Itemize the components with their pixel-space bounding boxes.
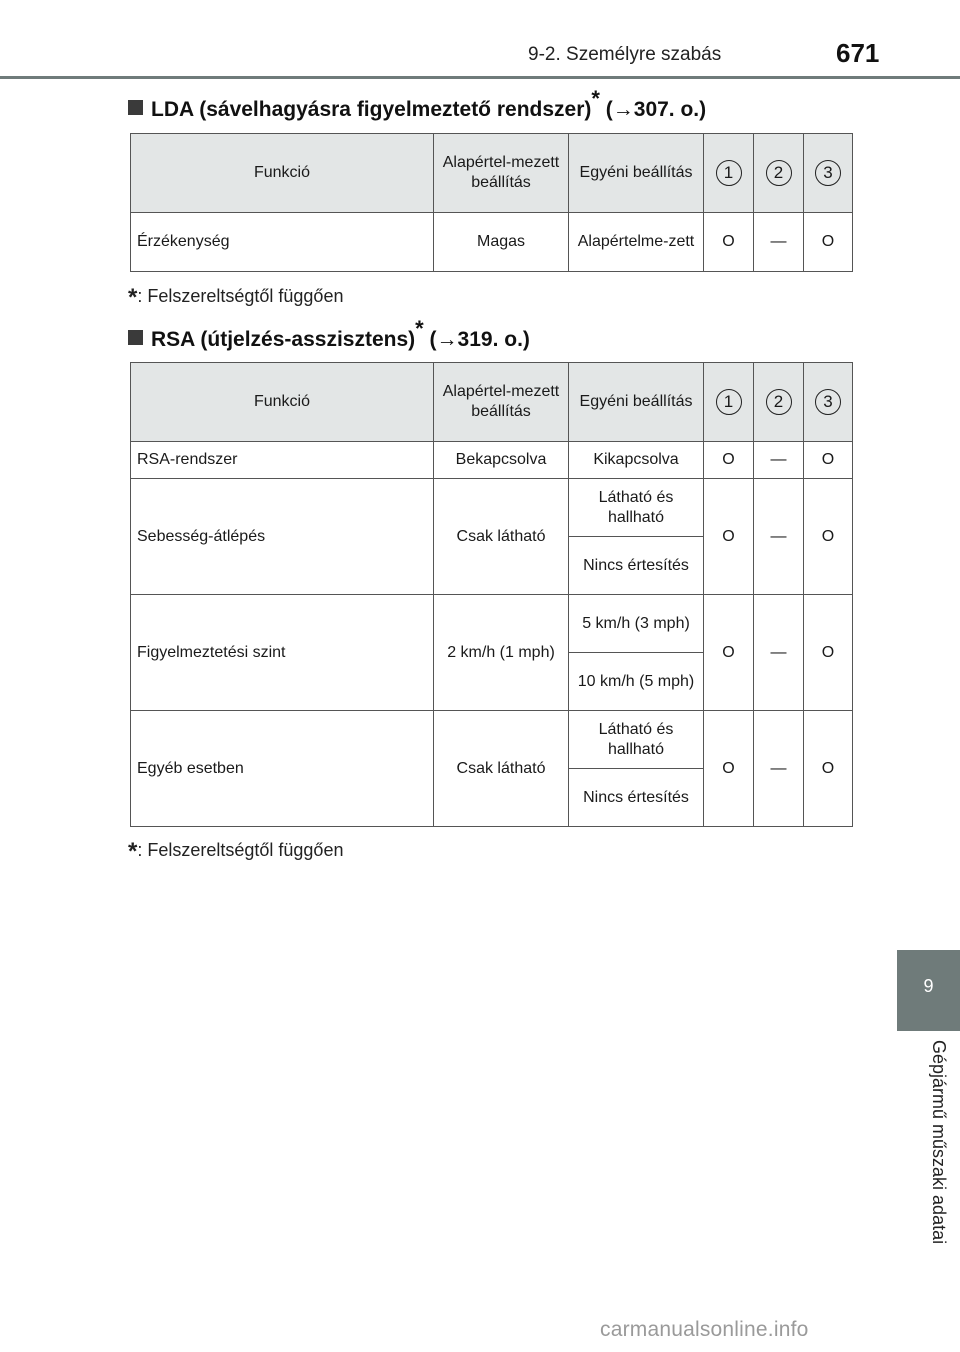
- cell-method-1: O: [704, 479, 754, 595]
- chapter-label: Gépjármű műszaki adatai: [929, 1040, 949, 1245]
- header-section-title: 9-2. Személyre szabás: [528, 44, 722, 65]
- square-bullet-icon: [128, 100, 143, 115]
- cell-method-2: —: [754, 711, 804, 827]
- cell-method-3: O: [804, 213, 853, 272]
- col-function: Funkció: [131, 134, 434, 213]
- col-custom-setting: Egyéni beállítás: [569, 134, 704, 213]
- table-row: [131, 479, 853, 537]
- lda-title-text: LDA (sávelhagyásra figyelmeztető rendszer): [151, 98, 592, 121]
- footnote-star: *: [128, 838, 138, 865]
- cell-custom: Nincs értesítés: [569, 537, 704, 595]
- lda-title-star: *: [591, 86, 600, 111]
- cell-custom: Nincs értesítés: [569, 769, 704, 827]
- circled-1-icon: 1: [716, 160, 742, 186]
- cell-method-3: O: [804, 711, 853, 827]
- cell-default: Csak látható: [434, 479, 569, 595]
- chapter-tab: [897, 950, 960, 1031]
- cell-default: Magas: [434, 213, 569, 272]
- cell-custom: Kikapcsolva: [569, 442, 704, 479]
- cell-method-1: O: [704, 711, 754, 827]
- cell-custom: 10 km/h (5 mph): [569, 653, 704, 711]
- cell-custom: Alapértelme-zett: [569, 213, 704, 272]
- cell-method-3: O: [804, 595, 853, 711]
- rsa-settings-table: [130, 362, 853, 827]
- col-method-2: [754, 134, 804, 213]
- footnote-star: *: [128, 284, 138, 311]
- col-method-3: [804, 363, 853, 442]
- rsa-title-text: RSA (útjelzés-asszisztens): [151, 328, 416, 351]
- page-number: 671: [836, 38, 880, 68]
- cell-method-1: O: [704, 595, 754, 711]
- table-row: [131, 595, 853, 653]
- cell-custom: Látható és hallható: [569, 479, 704, 537]
- chapter-number: 9: [923, 976, 934, 996]
- col-method-2: [754, 363, 804, 442]
- circled-2-icon: 2: [766, 389, 792, 415]
- circled-3-icon: 3: [815, 389, 841, 415]
- table-row: [131, 711, 853, 769]
- cell-method-2: —: [754, 479, 804, 595]
- col-method-3: [804, 134, 853, 213]
- lda-settings-table: [130, 133, 853, 272]
- col-method-1: [704, 134, 754, 213]
- table-row: [131, 213, 853, 272]
- cell-method-1: O: [704, 442, 754, 479]
- col-default-setting: Alapértel-mezett beállítás: [434, 134, 569, 213]
- cell-method-2: —: [754, 442, 804, 479]
- square-bullet-icon: [128, 330, 143, 345]
- lda-table-header: [131, 134, 853, 213]
- cell-method-2: —: [754, 595, 804, 711]
- header-divider: [0, 76, 960, 79]
- col-default-setting: Alapértel-mezett beállítás: [434, 363, 569, 442]
- cell-function: Egyéb esetben: [131, 711, 434, 827]
- cell-function: Érzékenység: [131, 213, 434, 272]
- rsa-title-star: *: [415, 316, 424, 341]
- table-row: [131, 442, 853, 479]
- col-custom-setting: Egyéni beállítás: [569, 363, 704, 442]
- circled-2-icon: 2: [766, 160, 792, 186]
- cell-default: 2 km/h (1 mph): [434, 595, 569, 711]
- rsa-footnote: [128, 838, 343, 866]
- cell-method-3: O: [804, 479, 853, 595]
- watermark-text: carmanualsonline.info: [600, 1318, 809, 1341]
- cell-function: Figyelmeztetési szint: [131, 595, 434, 711]
- col-method-1: [704, 363, 754, 442]
- cell-function: Sebesség-átlépés: [131, 479, 434, 595]
- footnote-text: : Felszereltségtől függően: [137, 286, 344, 306]
- lda-section-title: [128, 88, 706, 122]
- lda-footnote: [128, 284, 343, 312]
- circled-1-icon: 1: [716, 389, 742, 415]
- cell-method-1: O: [704, 213, 754, 272]
- rsa-title-ref: (→319. o.): [429, 328, 530, 351]
- cell-method-2: —: [754, 213, 804, 272]
- circled-3-icon: 3: [815, 160, 841, 186]
- cell-default: Bekapcsolva: [434, 442, 569, 479]
- col-function: Funkció: [131, 363, 434, 442]
- footnote-text: : Felszereltségtől függően: [137, 840, 344, 860]
- rsa-table-header: [131, 363, 853, 442]
- cell-default: Csak látható: [434, 711, 569, 827]
- rsa-section-title: [128, 318, 530, 352]
- cell-function: RSA-rendszer: [131, 442, 434, 479]
- cell-custom: 5 km/h (3 mph): [569, 595, 704, 653]
- lda-title-ref: (→307. o.): [605, 98, 707, 121]
- cell-method-3: O: [804, 442, 853, 479]
- cell-custom: Látható és hallható: [569, 711, 704, 769]
